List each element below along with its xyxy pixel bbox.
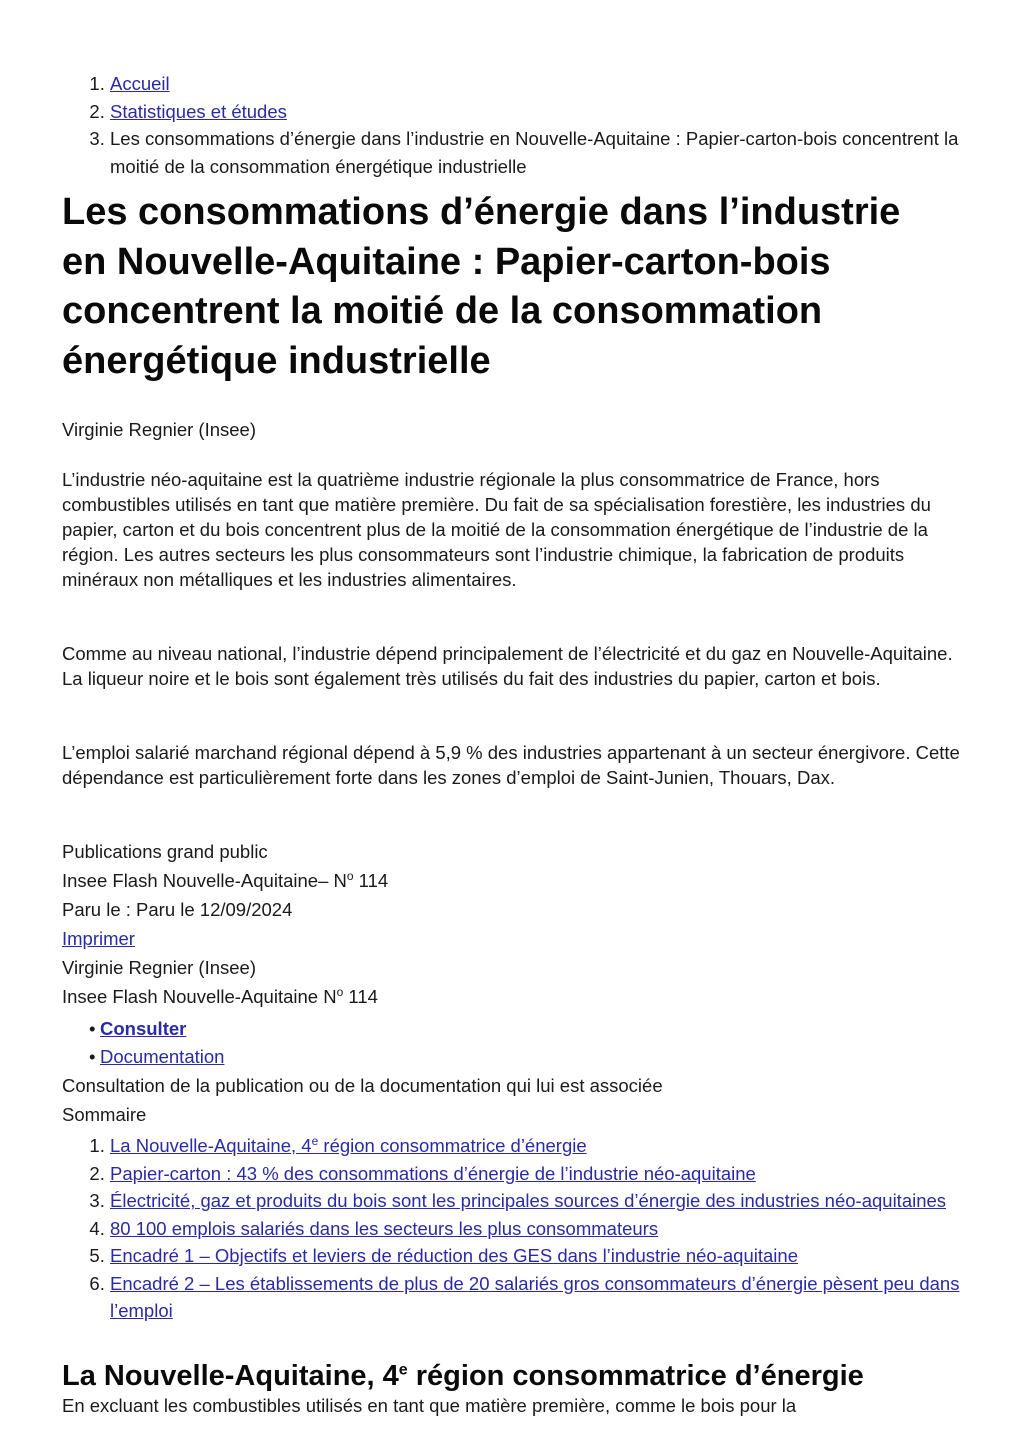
sommaire-link-4[interactable]: 80 100 emplois salariés dans les secteurs les plus consommateurs (110, 1217, 659, 1239)
sommaire-link-3[interactable]: Électricité, gaz et produits du bois sont les principales sources d’énergie des industries néo-aquitaines (110, 1190, 947, 1211)
sommaire-item (110, 1270, 1010, 1325)
print-line (62, 924, 135, 953)
breadcrumb-item-current: 3. Les consommations d’énergie dans l’industrie en Nouvelle-Aquitaine : Papier-carton-bois concentrent la moitié de la consommation énergétique industrielle (110, 125, 1010, 180)
breadcrumb-item-stats (110, 98, 1010, 126)
sommaire-item (110, 1215, 1010, 1243)
publication-author: Virginie Regnier (Insee) (62, 957, 257, 978)
section-1-text: En excluant les combustibles utilisés en tant que matière première, comme le bois pour la (62, 1395, 797, 1416)
sommaire-link-2[interactable]: Papier-carton : 43 % des consommations d’énergie de l’industrie néo-aquitaine (110, 1162, 756, 1184)
section-heading-1: La Nouvelle-Aquitaine, 4e région consommatrice d’énergie (62, 1360, 864, 1392)
sommaire-link-5[interactable]: Encadré 1 – Objectifs et leviers de réduction des GES dans l’industrie néo-aquitaine (110, 1245, 798, 1266)
publication-date: Paru le : Paru le 12/09/2024 (62, 899, 293, 920)
sommaire-item (110, 1242, 1010, 1270)
sommaire-item (110, 1187, 1010, 1215)
breadcrumb (62, 70, 1010, 180)
publication-collection: Insee Flash Nouvelle-Aquitaine– $N^o$ 114 (62, 868, 389, 891)
consult-list (62, 1015, 224, 1071)
sommaire-link-6[interactable]: Encadré 2 – Les établissements de plus de 20 salariés gros consommateurs d’énergie pèsent peu dans l’emploi (110, 1272, 960, 1321)
consult-item-documentation (62, 1043, 224, 1071)
sommaire-list (62, 1132, 1010, 1325)
sommaire-link-1[interactable]: La Nouvelle-Aquitaine, 4e région consommatrice d’énergie (110, 1133, 587, 1156)
author-line: Virginie Regnier (Insee) (62, 419, 257, 440)
publication-category: Publications grand public (62, 841, 268, 862)
summary-paragraph-2: Comme au niveau national, l’industrie dépend principalement de l’électricité et du gaz en Nouvelle-Aquitaine. La liqueur noire et le bois sont également très utilisés du fait des industries du papier, carton et bois. (62, 643, 953, 689)
page-title: Les consommations d’énergie dans l’industrie en Nouvelle-Aquitaine : Papier-carton-bois concentrent la moitié de la consommation énergétique industrielle (62, 191, 901, 382)
publication-collection-2: Insee Flash Nouvelle-Aquitaine $N^o$ 114 (62, 984, 378, 1007)
sommaire-item (110, 1160, 1010, 1188)
print-link[interactable]: Imprimer (62, 928, 135, 949)
sommaire-title: Sommaire (62, 1104, 147, 1125)
breadcrumb-item-home (110, 70, 1010, 98)
summary-paragraph-3: L’emploi salarié marchand régional dépend à 5,9 % des industries appartenant à un secteur énergivore. Cette dépendance est particulièrement forte dans les zones d’emploi de Saint-Junien, Thouars, Dax. (62, 742, 960, 788)
consult-item-consulter (62, 1015, 224, 1043)
breadcrumb-link-home[interactable]: Accueil (110, 73, 170, 94)
consult-description: Consultation de la publication ou de la documentation qui lui est associée (62, 1075, 663, 1096)
breadcrumb-link-stats[interactable]: Statistiques et études (110, 100, 287, 122)
consulter-link[interactable]: Consulter (100, 1018, 187, 1039)
documentation-link[interactable]: Documentation (100, 1046, 225, 1067)
summary-paragraph-1: L’industrie néo-aquitaine est la quatrième industrie régionale la plus consommatrice de France, hors combustibles utilisés en tant que matière première. Du fait de sa spécialisation forestière, les industries du papier, carton et du bois concentrent plus de la moitié de la consommation énergétique de l’industrie de la région. Les autres secteurs les plus consommateurs sont l’industrie chimique, la fabrication de produits minéraux non métalliques et les industries alimentaires. (62, 469, 931, 590)
sommaire-item (110, 1132, 1010, 1160)
